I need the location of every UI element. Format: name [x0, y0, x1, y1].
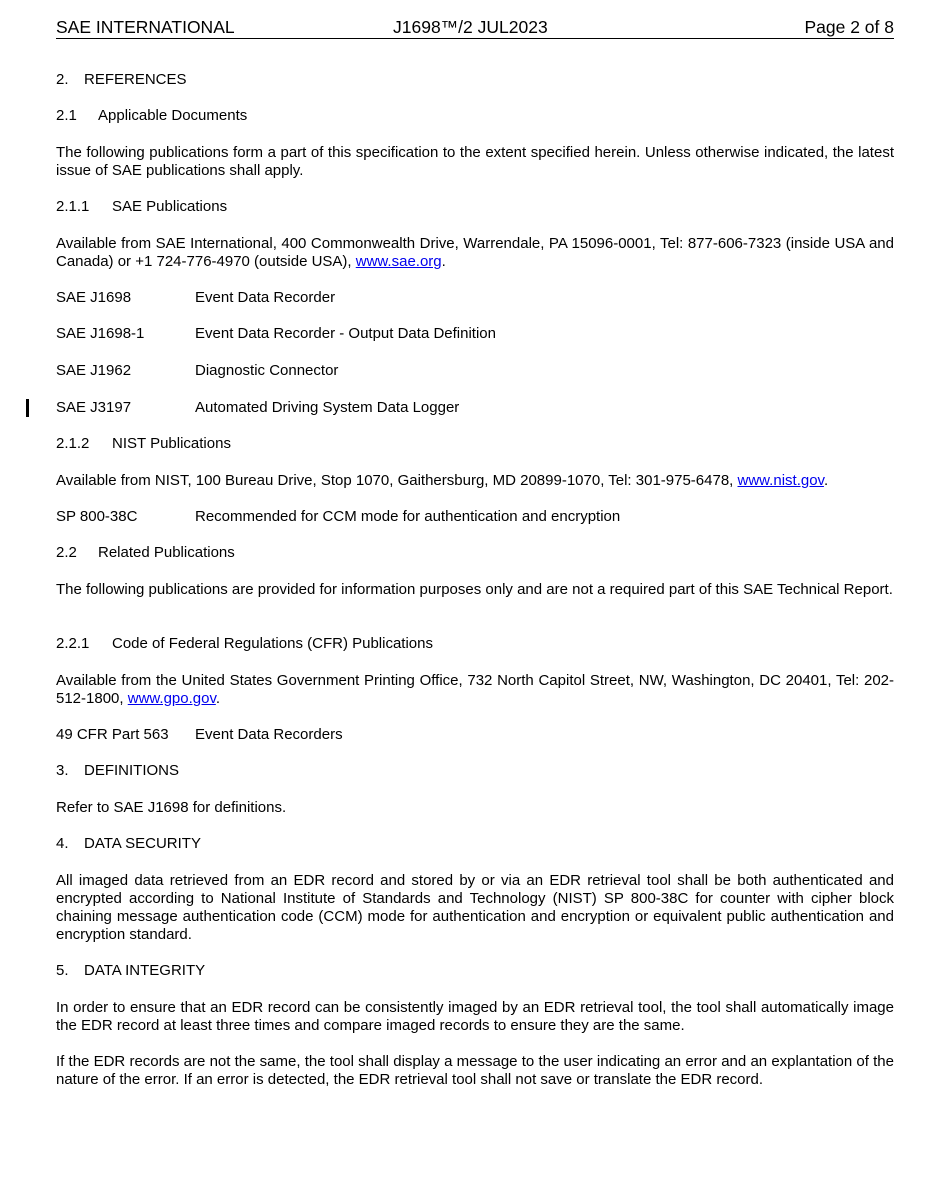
section-number: 3. — [56, 762, 69, 779]
reference-title: Event Data Recorder — [195, 289, 336, 306]
section-title: SAE Publications — [112, 198, 228, 215]
page-header — [56, 16, 894, 39]
section-2-2-1-heading — [56, 635, 433, 653]
reference-code: SAE J1698 — [56, 289, 132, 306]
section-5-paragraph-2: If the EDR records are not the same, the tool shall display a message to the user indicating an error and an explantation of the nature of the error. If an error is detected, the EDR retrieval tool shall not save or translate the EDR record. — [56, 1053, 894, 1088]
section-2-2-1-paragraph: Available from the United States Government Printing Office, 732 North Capitol Street, NW, Washington, DC 20401, Tel: 202-512-1800, www.gpo.gov. — [56, 672, 894, 707]
reference-code: SAE J3197 — [56, 399, 132, 416]
section-2-2-paragraph: The following publications are provided for information purposes only and are not a required part of this SAE Technical Report. — [56, 581, 893, 598]
section-2-1-1-paragraph: Available from SAE International, 400 Commonwealth Drive, Warrendale, PA 15096-0001, Tel: 877-606-7323 (inside USA and Canada) or +1 724-776-4970 (outside USA), www.sae.org. — [56, 235, 894, 270]
reference-title: Event Data Recorder - Output Data Definition — [195, 325, 496, 342]
gpo-website-link[interactable]: www.gpo.gov — [127, 690, 216, 707]
section-number: 4. — [56, 835, 69, 852]
section-4-heading — [56, 835, 201, 853]
section-2-1-heading — [56, 107, 247, 125]
section-title: DATA INTEGRITY — [84, 962, 206, 979]
section-number: 5. — [56, 962, 69, 979]
section-title: DATA SECURITY — [84, 835, 201, 852]
reference-title: Event Data Recorders — [195, 726, 343, 743]
reference-code: SP 800-38C — [56, 508, 138, 525]
section-title: Related Publications — [98, 544, 235, 561]
section-2-heading — [56, 71, 187, 89]
section-title: DEFINITIONS — [84, 762, 180, 779]
section-3-paragraph: Refer to SAE J1698 for definitions. — [56, 799, 287, 816]
reference-title: Diagnostic Connector — [195, 362, 339, 379]
reference-code: SAE J1698-1 — [56, 325, 145, 342]
reference-code: 49 CFR Part 563 — [56, 726, 169, 743]
section-number: 2.2.1 — [56, 635, 90, 652]
section-number: 2.1 — [56, 107, 77, 124]
section-number: 2.1.1 — [56, 198, 90, 215]
header-page-number: Page 2 of 8 — [804, 17, 894, 37]
section-number: 2. — [56, 71, 69, 88]
section-number: 2.2 — [56, 544, 77, 561]
section-2-1-2-paragraph: Available from NIST, 100 Bureau Drive, Stop 1070, Gaithersburg, MD 20899-1070, Tel: 301-975-6478, www.nist.gov. — [56, 472, 829, 489]
header-org: SAE INTERNATIONAL — [56, 17, 235, 37]
change-bar — [26, 399, 29, 417]
reference-title: Automated Driving System Data Logger — [195, 399, 460, 416]
sae-website-link[interactable]: www.sae.org — [355, 253, 442, 270]
section-title: REFERENCES — [84, 71, 187, 88]
section-number: 2.1.2 — [56, 435, 90, 452]
section-2-1-2-heading — [56, 435, 231, 453]
section-2-1-paragraph: The following publications form a part of this specification to the extent specified herein. Unless otherwise indicated, the latest issue of SAE publications shall apply. — [56, 144, 894, 179]
reference-title: Recommended for CCM mode for authentication and encryption — [195, 508, 621, 525]
section-5-heading — [56, 962, 205, 980]
reference-code: SAE J1962 — [56, 362, 132, 379]
section-title: Applicable Documents — [98, 107, 248, 124]
section-3-heading — [56, 762, 179, 780]
section-2-2-heading — [56, 544, 235, 562]
header-doc-number: J1698™/2 JUL2023 — [393, 17, 548, 37]
section-5-paragraph-1: In order to ensure that an EDR record can be consistently imaged by an EDR retrieval tool, the tool shall automatically image the EDR record at least three times and compare imaged records to ensure they are the same. — [56, 999, 894, 1034]
nist-website-link[interactable]: www.nist.gov — [737, 472, 824, 489]
section-2-1-1-heading — [56, 198, 227, 216]
section-title: NIST Publications — [112, 435, 231, 452]
section-4-paragraph: All imaged data retrieved from an EDR record and stored by or via an EDR retrieval tool shall be both authenticated and encrypted according to National Institute of Standards and Technology (NIST) SP 800-38C for counter with cipher block chaining message authentication code (CCM) mode for authentication and encryption or equivalent public authentication and encryption standard. — [56, 872, 894, 943]
section-title: Code of Federal Regulations (CFR) Publications — [112, 635, 433, 652]
